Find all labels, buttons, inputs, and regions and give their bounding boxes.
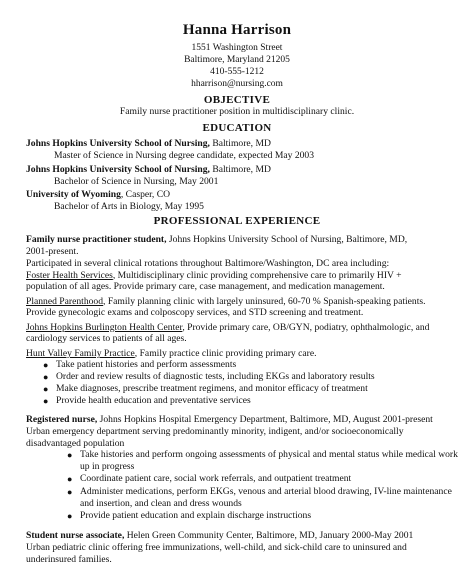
- job-2-description-line-2: disadvantaged population: [26, 438, 125, 449]
- list-item-text: Take patient histories and perform assessments: [56, 359, 237, 370]
- list-item: [43, 371, 375, 383]
- rotation-description: , Family practice clinic providing primary care.: [134, 348, 317, 359]
- list-item: [43, 359, 237, 371]
- objective-heading: OBJECTIVE: [203, 94, 271, 106]
- job-title: Student nurse associate,: [26, 530, 125, 541]
- job-title: Registered nurse,: [26, 414, 98, 425]
- address-line-2: Baltimore, Maryland 21205: [184, 55, 290, 65]
- rotation-planned-line-2: Provide gynecologic exams and colposcopy services, and STD screening and treatment.: [26, 307, 364, 318]
- list-item-text: Provide health education and preventative services: [56, 395, 251, 406]
- list-item: [43, 383, 368, 395]
- school-location: Baltimore, MD: [209, 138, 271, 149]
- bullet-icon: ●: [67, 450, 73, 460]
- list-item-text: Order and review results of diagnostic tests, including EKGs and laboratory results: [56, 371, 375, 382]
- bullet-icon: ●: [67, 487, 73, 497]
- list-item-text: Make diagnoses, prescribe treatment regimens, and monitor efficacy of treatment: [56, 383, 368, 394]
- list-item: [67, 486, 452, 498]
- school-name: Johns Hopkins University School of Nursing,: [26, 164, 210, 175]
- objective-text: Family nurse practitioner position in multidisciplinary clinic.: [119, 106, 355, 117]
- education-entry-3-degree: Bachelor of Arts in Biology, May 1995: [54, 201, 204, 212]
- rotation-description: , Provide primary care, OB/GYN, podiatry, ophthalmologic, and: [182, 322, 430, 333]
- job-3-title-line: [26, 530, 413, 542]
- education-entry-2-degree: Bachelor of Science in Nursing, May 2001: [54, 176, 219, 187]
- bullet-icon: ●: [43, 360, 49, 370]
- school-location: , Casper, CO: [120, 189, 171, 200]
- job-employer: Helen Green Community Center, Baltimore, MD, January 2000-May 2001: [124, 530, 414, 541]
- school-name: University of Wyoming: [26, 189, 121, 200]
- education-entry-1-school: [26, 138, 271, 150]
- list-item-continuation: and insertion, and clean and dress wounds: [80, 498, 242, 509]
- job-title: Family nurse practitioner student,: [26, 234, 167, 245]
- bullet-icon: ●: [43, 372, 49, 382]
- job-employer: Johns Hopkins Hospital Emergency Department, Baltimore, MD, August 2001-present: [97, 414, 433, 425]
- school-name: Johns Hopkins University School of Nursing,: [26, 138, 210, 149]
- school-location: Baltimore, MD: [209, 164, 271, 175]
- phone-number: 410-555-1212: [210, 67, 264, 77]
- rotation-burlington-line-2: cardiology services to patients of all ages.: [26, 333, 187, 344]
- list-item: [67, 473, 352, 485]
- list-item-text: Provide patient education and explain discharge instructions: [80, 510, 312, 521]
- list-item-text: Coordinate patient care, social work referrals, and outpatient treatment: [80, 473, 352, 484]
- bullet-icon: ●: [43, 396, 49, 406]
- job-1-title-line: [26, 234, 407, 246]
- email-address: hharrison@nursing.com: [191, 79, 283, 89]
- list-item-text: Administer medications, perform EKGs, venous and arterial blood drawing, IV-line maintenance: [80, 486, 452, 497]
- rotation-site-name: Foster Health Services: [26, 270, 113, 281]
- rotation-site-name: Hunt Valley Family Practice: [26, 348, 135, 359]
- list-item-continuation: up in progress: [80, 461, 135, 472]
- list-item: [43, 395, 251, 407]
- bullet-icon: ●: [43, 384, 49, 394]
- bullet-icon: ●: [67, 474, 73, 484]
- rotation-site-name: Planned Parenthood: [26, 296, 104, 307]
- job-1-dates: 2001-present.: [26, 246, 79, 257]
- applicant-name: Hanna Harrison: [182, 22, 292, 38]
- education-heading: EDUCATION: [202, 122, 272, 134]
- rotation-description: , Multidisciplinary clinic providing comprehensive care to primarily HIV +: [112, 270, 402, 281]
- list-item-text: Take histories and perform ongoing assessments of physical and mental status while medical work: [80, 449, 458, 460]
- rotation-foster-line-2: population of all ages. Provide primary care, case management, and medication management.: [26, 281, 385, 292]
- education-entry-1-degree: Master of Science in Nursing degree candidate, expected May 2003: [54, 150, 315, 161]
- job-2-title-line: [26, 414, 433, 426]
- rotation-description: , Family planning clinic with largely uninsured, 60-70 % Spanish-speaking patients.: [103, 296, 426, 307]
- list-item: [67, 510, 312, 522]
- job-3-description-line-1: Urban pediatric clinic offering free immunizations, well-child, and sick-child care to uninsured and: [26, 542, 407, 553]
- address-line-1: 1551 Washington Street: [191, 43, 283, 53]
- job-1-rotations-intro: Participated in several clinical rotations throughout Baltimore/Washington, DC area including:: [26, 258, 390, 269]
- list-item: [67, 449, 458, 461]
- job-3-description-line-2: underinsured families.: [26, 554, 112, 565]
- bullet-icon: ●: [67, 511, 73, 521]
- experience-heading: PROFESSIONAL EXPERIENCE: [153, 215, 321, 227]
- education-entry-2-school: [26, 164, 271, 176]
- job-2-description-line-1: Urban emergency department serving predominantly minority, indigent, and/or socioeconomically: [26, 426, 404, 437]
- rotation-site-name: Johns Hopkins Burlington Health Center: [26, 322, 183, 333]
- job-employer: Johns Hopkins University School of Nursing, Baltimore, MD,: [166, 234, 408, 245]
- education-entry-3-school: [26, 189, 170, 201]
